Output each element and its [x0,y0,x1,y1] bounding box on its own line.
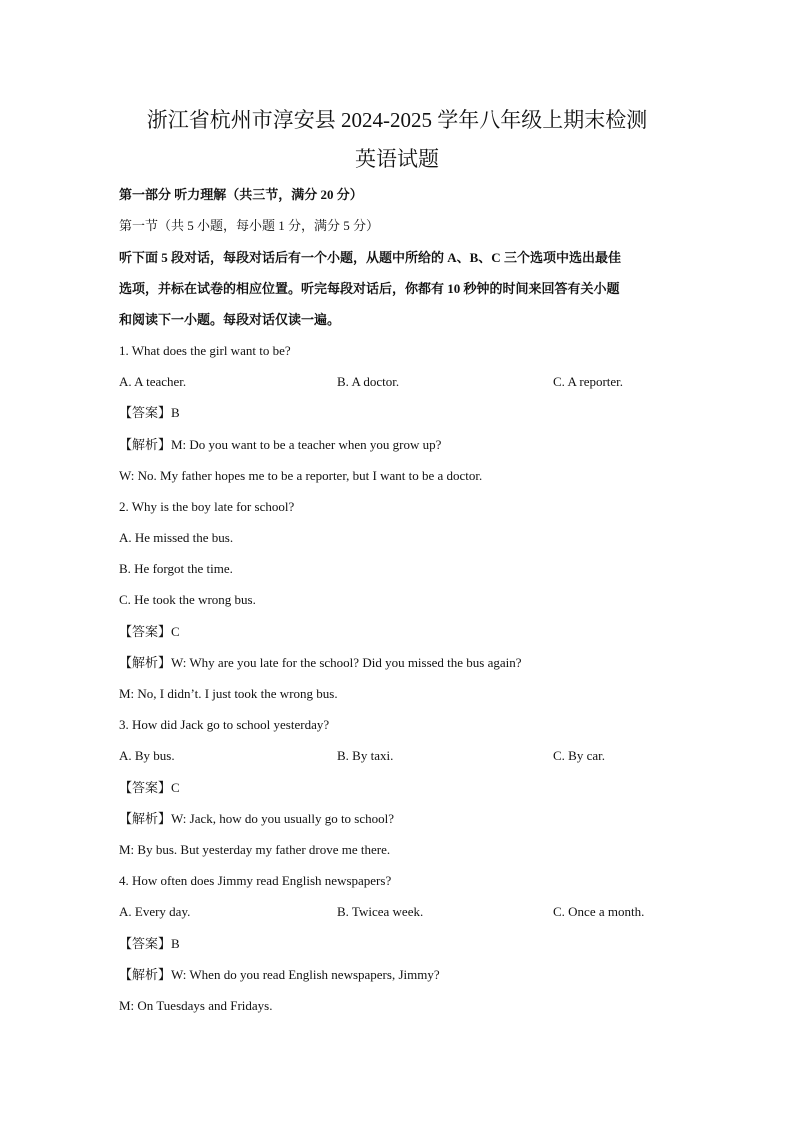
analysis-line: 【解析】M: Do you want to be a teacher when you grow up? [119,437,442,452]
analysis-line: 【解析】W: Why are you late for the school? Did you missed the bus again? [119,655,522,670]
instruction-line: 和阅读下一小题。每段对话仅读一遍。 [119,312,341,327]
instruction-line: 听下面 5 段对话，每段对话后有一个小题，从题中所给的 A、B、C 三个选项中选出最佳 [119,250,621,265]
option-c: C. By car. [553,748,605,763]
analysis-line: M: By bus. But yesterday my father drove me there. [119,842,391,857]
option-a: A. He missed the bus. [119,530,234,545]
section-heading: 第一节（共 5 小题，每小题 1 分，满分 5 分） [119,218,380,233]
analysis-line: 【解析】W: When do you read English newspapers, Jimmy? [119,967,440,982]
option-a: A. Every day. [119,904,191,919]
part-heading: 第一部分 听力理解（共三节，满分 20 分） [119,187,363,202]
analysis-line: W: No. My father hopes me to be a reporter, but I want to be a doctor. [119,468,483,483]
question-stem: 4. How often does Jimmy read English newspapers? [119,873,392,888]
exam-title: 浙江省杭州市淳安县 2024-2025 学年八年级上期末检测 [146,108,648,132]
question-stem: 1. What does the girl want to be? [119,343,291,358]
option-b: B. By taxi. [337,748,394,763]
option-a: A. By bus. [119,748,175,763]
instruction-line: 选项，并标在试卷的相应位置。听完每段对话后，你都有 10 秒钟的时间来回答有关小题 [119,281,620,296]
option-c: C. A reporter. [553,374,624,389]
exam-subtitle: 英语试题 [355,147,439,171]
option-b: B. He forgot the time. [119,561,233,576]
option-b: B. Twicea week. [337,904,424,919]
analysis-line: M: No, I didn’t. I just took the wrong bus. [119,686,338,701]
option-a: A. A teacher. [119,374,187,389]
analysis-line: M: On Tuesdays and Fridays. [119,998,273,1013]
option-c: C. Once a month. [553,904,645,919]
question-stem: 2. Why is the boy late for school? [119,499,295,514]
question-stem: 3. How did Jack go to school yesterday? [119,717,330,732]
answer-line: 【答案】C [119,624,180,639]
answer-line: 【答案】C [119,780,180,795]
answer-line: 【答案】B [119,936,180,951]
answer-line: 【答案】B [119,405,180,420]
option-b: B. A doctor. [337,374,400,389]
analysis-line: 【解析】W: Jack, how do you usually go to school? [119,811,395,826]
option-c: C. He took the wrong bus. [119,592,256,607]
